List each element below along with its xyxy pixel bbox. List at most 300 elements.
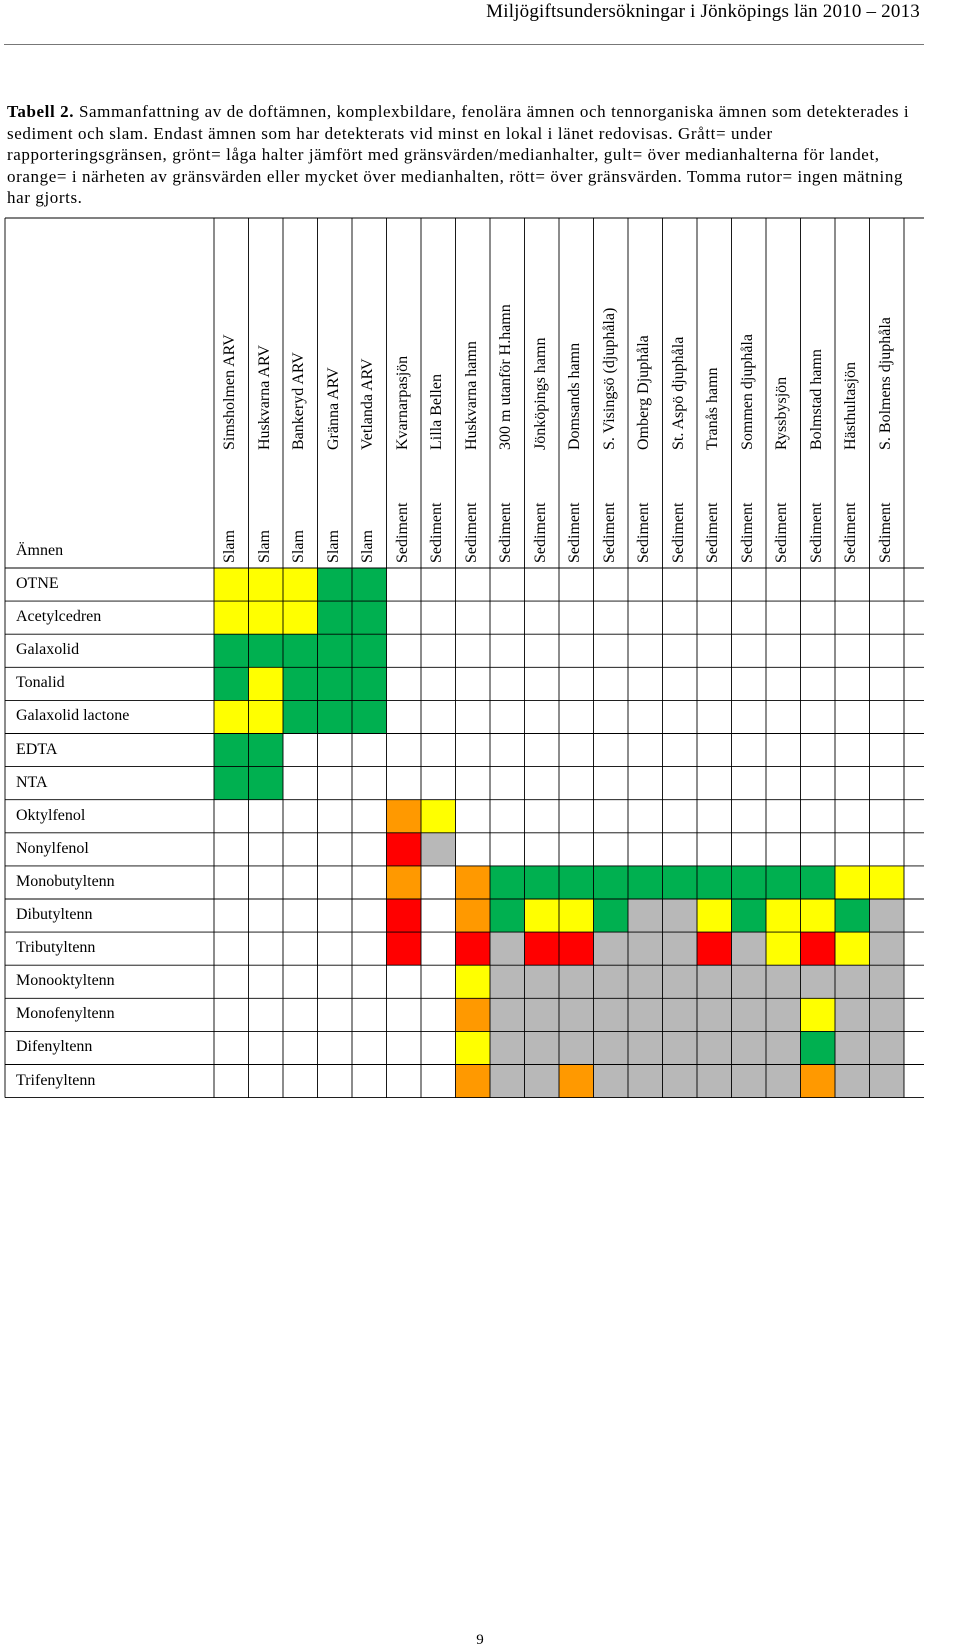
table-cell	[249, 568, 284, 601]
table-cell	[835, 866, 870, 899]
table-cell	[835, 700, 870, 733]
table-cell	[387, 965, 422, 998]
table-cell	[525, 965, 560, 998]
table-cell	[490, 568, 525, 601]
table-cell	[697, 601, 732, 634]
table-cell	[525, 667, 560, 700]
table-cell	[283, 634, 318, 667]
table-cell	[801, 932, 836, 965]
table-cell	[249, 601, 284, 634]
table-cell	[525, 932, 560, 965]
table-cell	[697, 833, 732, 866]
table-cell	[318, 800, 353, 833]
table-cell	[318, 1031, 353, 1064]
table-cell	[421, 800, 456, 833]
table-cell	[766, 767, 801, 800]
table-cell	[559, 634, 594, 667]
table-cell	[214, 634, 249, 667]
substance-label: Tributyltenn	[16, 939, 96, 957]
table-cell	[352, 734, 387, 767]
table-cell	[594, 833, 629, 866]
table-cell	[490, 734, 525, 767]
table-cell	[697, 1065, 732, 1098]
table-cell	[387, 634, 422, 667]
table-cell	[628, 667, 663, 700]
medium-label: Slam	[290, 530, 307, 563]
table-cell	[214, 601, 249, 634]
table-cell	[559, 568, 594, 601]
table-cell	[318, 634, 353, 667]
table-cell	[801, 1031, 836, 1064]
table-cell	[766, 965, 801, 998]
table-cell	[214, 899, 249, 932]
table-cell	[628, 800, 663, 833]
table-cell	[766, 932, 801, 965]
table-cell	[387, 833, 422, 866]
table-cell	[456, 965, 491, 998]
table-cell	[318, 899, 353, 932]
table-cell	[214, 866, 249, 899]
table-cell	[594, 866, 629, 899]
table-cell	[870, 568, 905, 601]
table-cell	[490, 932, 525, 965]
table-cell	[801, 899, 836, 932]
table-cell	[732, 700, 767, 733]
table-cell	[490, 1065, 525, 1098]
table-cell	[352, 1065, 387, 1098]
table-cell	[387, 568, 422, 601]
table-cell	[318, 767, 353, 800]
table-cell	[870, 667, 905, 700]
table-cell	[594, 700, 629, 733]
table-cell	[801, 866, 836, 899]
table-cell	[456, 1065, 491, 1098]
table-cell	[490, 899, 525, 932]
table-cell	[663, 899, 698, 932]
table-cell	[249, 1065, 284, 1098]
running-header-title: Miljögiftsundersökningar i Jönköpings län 2010 – 2013	[486, 1, 920, 22]
table-cell	[456, 734, 491, 767]
table-cell	[318, 734, 353, 767]
substance-label: Oktylfenol	[16, 806, 86, 824]
table-cell	[387, 1065, 422, 1098]
table-cell	[663, 998, 698, 1031]
table-cell	[663, 667, 698, 700]
table-cell	[352, 700, 387, 733]
table-cell	[594, 601, 629, 634]
table-cell	[456, 800, 491, 833]
table-cell	[559, 767, 594, 800]
table-cell	[283, 866, 318, 899]
table-cell	[801, 767, 836, 800]
table-cell	[387, 1031, 422, 1064]
table-cell	[697, 734, 732, 767]
table-cell	[594, 1031, 629, 1064]
table-cell	[732, 767, 767, 800]
station-label: St. Aspö djuphåla	[669, 336, 687, 450]
table-cell	[525, 800, 560, 833]
table-cell	[628, 998, 663, 1031]
substance-label: Acetylcedren	[16, 608, 102, 626]
table-cell	[559, 866, 594, 899]
station-label: Vetlanda ARV	[359, 358, 376, 450]
table-cell	[490, 800, 525, 833]
table-cell	[525, 634, 560, 667]
table-cell	[387, 866, 422, 899]
medium-label: Sediment	[669, 502, 687, 563]
table-cell	[801, 734, 836, 767]
table-cell	[283, 700, 318, 733]
table-cell	[697, 899, 732, 932]
table-cell	[663, 965, 698, 998]
table-cell	[490, 634, 525, 667]
table-cell	[249, 833, 284, 866]
table-cell	[421, 899, 456, 932]
station-label: S. Visingsö (djuphåla)	[600, 307, 618, 450]
table-cell	[732, 866, 767, 899]
table-cell	[870, 932, 905, 965]
substance-label: Galaxolid lactone	[16, 707, 130, 725]
table-cell	[663, 568, 698, 601]
table-cell	[283, 734, 318, 767]
table-cell	[283, 833, 318, 866]
table-cell	[387, 899, 422, 932]
table-cell	[870, 767, 905, 800]
table-cell	[801, 700, 836, 733]
table-cell	[697, 998, 732, 1031]
table-cell	[732, 998, 767, 1031]
table-cell	[249, 932, 284, 965]
table-cell	[628, 965, 663, 998]
medium-label: Sediment	[738, 502, 756, 563]
table-cell	[421, 965, 456, 998]
table-cell	[766, 866, 801, 899]
table-cell	[318, 965, 353, 998]
medium-label: Slam	[255, 530, 273, 563]
medium-label: Slam	[221, 530, 238, 563]
table-cell	[663, 634, 698, 667]
table-cell	[628, 568, 663, 601]
table-cell	[870, 899, 905, 932]
table-cell	[214, 667, 249, 700]
table-cell	[766, 1065, 801, 1098]
table-cell	[214, 833, 249, 866]
table-cell	[387, 800, 422, 833]
table-cell	[283, 601, 318, 634]
table-cell	[663, 1031, 698, 1064]
table-cell	[214, 1031, 249, 1064]
caption-text: Sammanfattning av de doftämnen, komplexbildare, fenolära ämnen och tennorganiska ämnen som detekterades i sediment och slam. Endast ämnen som har detekterats vid minst en lokal i länet redovisas. Grått= under rapporteringsgränsen, grönt= låga halter jämfört med gränsvärden/medianhalter, gult= över medianhalterna för landet, orange= i närheten av gränsvärden eller mycket över medianhalten, rött= över gränsvärden. Tomma rutor= ingen mätning har gjorts.	[7, 102, 910, 207]
table-cell	[525, 734, 560, 767]
table-cell	[559, 833, 594, 866]
station-label: Sommen djuphåla	[738, 334, 756, 450]
table-cell	[249, 998, 284, 1031]
table-cell	[525, 767, 560, 800]
table-cell	[594, 998, 629, 1031]
table-cell	[249, 899, 284, 932]
table-cell	[594, 667, 629, 700]
table-cell	[870, 700, 905, 733]
table-cell	[663, 767, 698, 800]
table-cell	[559, 965, 594, 998]
caption-label: Tabell 2.	[7, 102, 75, 121]
table-cell	[697, 866, 732, 899]
table-cell	[559, 734, 594, 767]
table-cell	[352, 866, 387, 899]
table-cell	[732, 899, 767, 932]
table-cell	[283, 767, 318, 800]
table-cell	[835, 998, 870, 1031]
table-cell	[801, 634, 836, 667]
table-cell	[456, 667, 491, 700]
station-label: 300 m utanför H.hamn	[497, 304, 514, 450]
table-cell	[594, 634, 629, 667]
table-cell	[283, 1031, 318, 1064]
table-cell	[628, 767, 663, 800]
table-cell	[628, 601, 663, 634]
table-cell	[421, 634, 456, 667]
table-cell	[456, 899, 491, 932]
table-cell	[594, 1065, 629, 1098]
table-cell	[732, 667, 767, 700]
table-cell	[835, 1031, 870, 1064]
table-cell	[870, 601, 905, 634]
table-cell	[801, 667, 836, 700]
table-cell	[870, 866, 905, 899]
table-cell	[214, 568, 249, 601]
table-cell	[594, 932, 629, 965]
table-cell	[697, 667, 732, 700]
table-cell	[490, 667, 525, 700]
medium-label: Sediment	[600, 502, 618, 563]
substance-label: Tonalid	[16, 674, 65, 692]
table-cell	[663, 700, 698, 733]
table-cell	[870, 998, 905, 1031]
table-cell	[490, 767, 525, 800]
table-cell	[490, 1031, 525, 1064]
table-cell	[387, 667, 422, 700]
table-cell	[594, 568, 629, 601]
table-cell	[594, 899, 629, 932]
table-cell	[249, 965, 284, 998]
medium-label: Sediment	[393, 502, 411, 563]
table-cell	[456, 932, 491, 965]
table-cell	[214, 932, 249, 965]
table-cell	[766, 899, 801, 932]
table-cell	[421, 833, 456, 866]
table-cell	[732, 734, 767, 767]
table-cell	[766, 734, 801, 767]
table-cell	[249, 734, 284, 767]
table-cell	[766, 833, 801, 866]
table-cell	[525, 899, 560, 932]
table-cell	[732, 634, 767, 667]
table-cell	[835, 800, 870, 833]
table-cell	[628, 833, 663, 866]
table-cell	[318, 1065, 353, 1098]
table-cell	[663, 1065, 698, 1098]
table-cell	[559, 932, 594, 965]
table-cell	[318, 568, 353, 601]
table-cell	[663, 833, 698, 866]
table-cell	[732, 1031, 767, 1064]
table-cell	[352, 965, 387, 998]
table-cell	[490, 998, 525, 1031]
table-cell	[387, 932, 422, 965]
table-cell	[214, 734, 249, 767]
table-cell	[801, 965, 836, 998]
table-cell	[214, 800, 249, 833]
medium-label: Sediment	[497, 502, 514, 563]
column-header-substance: Ämnen	[16, 542, 64, 559]
table-cell	[525, 700, 560, 733]
table-cell	[214, 700, 249, 733]
table-cell	[456, 998, 491, 1031]
table-cell	[628, 634, 663, 667]
table-cell	[766, 601, 801, 634]
table-cell	[456, 700, 491, 733]
table-cell	[525, 568, 560, 601]
table-cell	[283, 965, 318, 998]
table-cell	[835, 932, 870, 965]
medium-label: Sediment	[807, 502, 825, 563]
station-label: Hästhultasjön	[842, 362, 859, 450]
table-cell	[249, 800, 284, 833]
substance-label: Difenyltenn	[16, 1038, 93, 1056]
table-cell	[732, 833, 767, 866]
table-cell	[456, 568, 491, 601]
table-cell	[318, 667, 353, 700]
table-cell	[352, 932, 387, 965]
station-label: Bankeryd ARV	[290, 352, 307, 450]
substance-label: Monobutyltenn	[16, 872, 115, 890]
table-cell	[835, 601, 870, 634]
table-cell	[697, 568, 732, 601]
table-cell	[214, 998, 249, 1031]
table-cell	[732, 601, 767, 634]
table-cell	[559, 601, 594, 634]
table-cell	[663, 800, 698, 833]
table-cell	[214, 767, 249, 800]
table-cell	[387, 601, 422, 634]
table-cell	[318, 932, 353, 965]
table-cell	[870, 833, 905, 866]
table-cell	[525, 998, 560, 1031]
table-cell	[559, 1065, 594, 1098]
table-cell	[249, 634, 284, 667]
table-cell	[628, 866, 663, 899]
substance-label: Dibutyltenn	[16, 906, 93, 923]
table-cell	[801, 998, 836, 1031]
station-label: Kvarnarpasjön	[393, 355, 411, 450]
table-cell	[559, 667, 594, 700]
table-cell	[870, 800, 905, 833]
table-cell	[766, 634, 801, 667]
table-cell	[525, 833, 560, 866]
medium-label: Sediment	[566, 502, 583, 563]
substance-label: Nonylfenol	[16, 839, 89, 857]
substance-label: Monooktyltenn	[16, 972, 115, 990]
table-cell	[559, 998, 594, 1031]
table-cell	[628, 932, 663, 965]
table-cell	[249, 1031, 284, 1064]
table-cell	[456, 866, 491, 899]
station-label: Huskvarna hamn	[462, 341, 480, 450]
table-cell	[732, 1065, 767, 1098]
table-cell	[525, 866, 560, 899]
medium-label: Slam	[324, 530, 342, 563]
table-cell	[352, 634, 387, 667]
substance-label: Galaxolid	[16, 641, 80, 659]
table-cell	[870, 1031, 905, 1064]
table-cell	[870, 634, 905, 667]
table-cell	[594, 767, 629, 800]
table-cell	[421, 866, 456, 899]
table-cell	[352, 998, 387, 1031]
medium-label: Slam	[359, 530, 376, 563]
substance-label: Trifenyltenn	[16, 1071, 96, 1089]
table-cell	[249, 767, 284, 800]
station-label: Tranås hamn	[704, 367, 721, 450]
table-cell	[870, 1065, 905, 1098]
table-cell	[835, 568, 870, 601]
table-cell	[663, 734, 698, 767]
table-cell	[318, 833, 353, 866]
table-cell	[835, 667, 870, 700]
table-cell	[525, 1031, 560, 1064]
table-cell	[421, 667, 456, 700]
table-cell	[732, 965, 767, 998]
table-cell	[456, 601, 491, 634]
table-cell	[559, 800, 594, 833]
table-cell	[766, 1031, 801, 1064]
medium-label: Sediment	[704, 502, 721, 563]
table-cell	[387, 767, 422, 800]
table-cell	[214, 965, 249, 998]
medium-label: Sediment	[428, 502, 445, 563]
table-cell	[766, 800, 801, 833]
station-label: Lilla Bellen	[428, 374, 445, 450]
table-cell	[835, 965, 870, 998]
table-cell	[249, 667, 284, 700]
table-cell	[835, 899, 870, 932]
station-label: Bolmstad hamn	[807, 349, 825, 450]
table-cell	[835, 1065, 870, 1098]
table-cell	[352, 800, 387, 833]
table-cell	[697, 767, 732, 800]
table-cell	[283, 667, 318, 700]
medium-label: Sediment	[531, 502, 549, 563]
table-cell	[732, 800, 767, 833]
table-cell	[283, 800, 318, 833]
table-cell	[352, 767, 387, 800]
station-label: Domsands hamn	[566, 342, 583, 450]
table-cell	[835, 767, 870, 800]
table-cell	[663, 866, 698, 899]
table-cell	[628, 734, 663, 767]
table-cell	[387, 998, 422, 1031]
table-cell	[421, 1031, 456, 1064]
table-cell	[456, 634, 491, 667]
medium-label: Sediment	[635, 502, 652, 563]
table-cell	[732, 932, 767, 965]
table-cell	[283, 568, 318, 601]
table-cell	[352, 833, 387, 866]
table-cell	[421, 998, 456, 1031]
table-cell	[249, 700, 284, 733]
table-cell	[456, 767, 491, 800]
table-cell	[870, 965, 905, 998]
